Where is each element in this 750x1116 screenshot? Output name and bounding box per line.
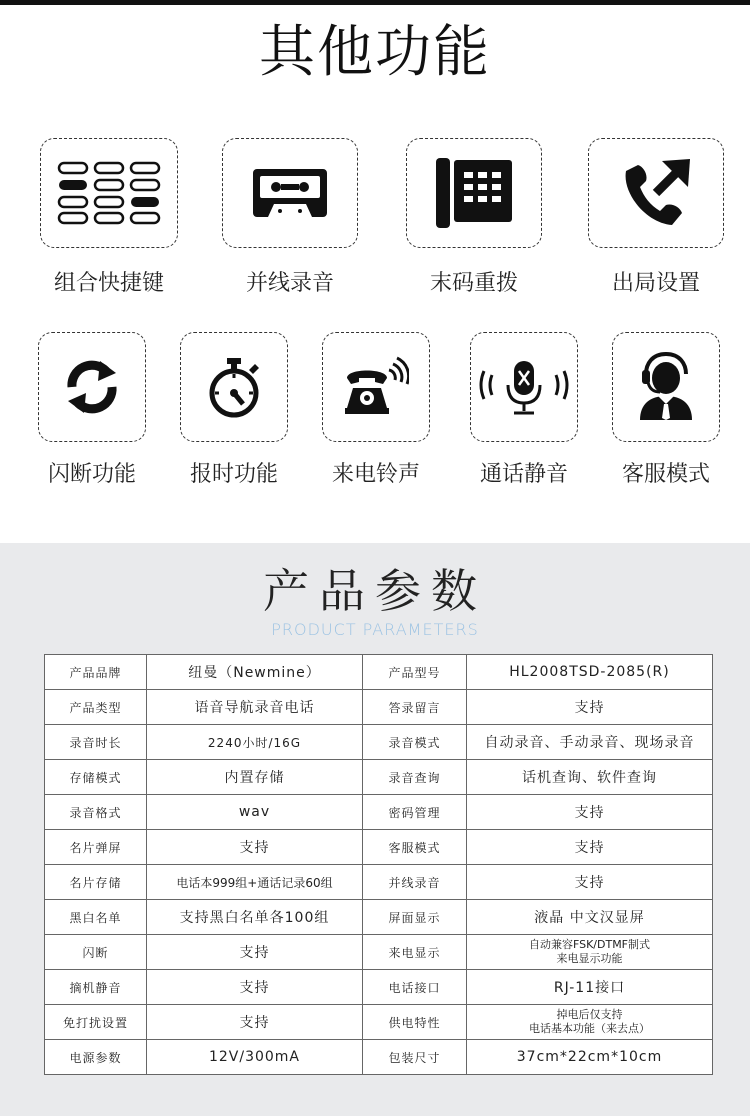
param-value: 纽曼（Newmine） [147, 655, 363, 690]
feature-box-mute [470, 332, 578, 442]
params-table [44, 654, 713, 1075]
param-label: 产品型号 [363, 655, 467, 690]
table-row [45, 1005, 713, 1040]
ringing-phone-icon [343, 356, 409, 418]
param-value: RJ-11接口 [467, 970, 713, 1005]
param-label: 名片弹屏 [45, 830, 147, 865]
feature-label-3: 末码重拨 [429, 271, 518, 296]
param-label: 客服模式 [363, 830, 467, 865]
param-label: 密码管理 [363, 795, 467, 830]
param-label: 供电特性 [363, 1005, 467, 1040]
param-label: 录音时长 [45, 725, 147, 760]
param-value: 自动录音、手动录音、现场录音 [467, 725, 713, 760]
param-value: 支持 [467, 865, 713, 900]
param-value: 内置存储 [147, 760, 363, 795]
param-value-line: 掉电后仅支持 [556, 1008, 623, 1021]
param-label: 电话接口 [363, 970, 467, 1005]
desk-phone-icon [434, 156, 514, 230]
feature-label-9: 客服模式 [621, 462, 710, 487]
param-value: 液晶 中文汉显屏 [467, 900, 713, 935]
param-label: 包装尺寸 [363, 1040, 467, 1075]
param-label: 来电显示 [363, 935, 467, 970]
keypad-icon [57, 161, 161, 225]
features-title: 其他功能 [259, 20, 491, 85]
feature-box-refresh [38, 332, 146, 442]
param-value: 支持 [147, 1005, 363, 1040]
cassette-icon [252, 168, 328, 218]
param-value: 话机查询、软件查询 [467, 760, 713, 795]
param-value: wav [147, 795, 363, 830]
feature-label-6: 报时功能 [189, 462, 278, 487]
table-row [45, 865, 713, 900]
feature-label-1: 组合快捷键 [53, 271, 164, 296]
table-row [45, 935, 713, 970]
table-row [45, 970, 713, 1005]
param-value-line: 电话基本功能（来去点） [529, 1022, 650, 1035]
table-row [45, 725, 713, 760]
param-value: 电话本999组+通话记录60组 [147, 865, 363, 900]
feature-box-outgoing [588, 138, 724, 248]
param-label: 免打扰设置 [45, 1005, 147, 1040]
table-row [45, 830, 713, 865]
param-label: 产品品牌 [45, 655, 147, 690]
table-row [45, 900, 713, 935]
stopwatch-icon [205, 356, 263, 418]
table-row [45, 760, 713, 795]
param-value [467, 935, 713, 970]
param-label: 闪断 [45, 935, 147, 970]
param-value: HL2008TSD-2085(R) [467, 655, 713, 690]
param-value-line: 来电显示功能 [556, 952, 623, 965]
param-label: 摘机静音 [45, 970, 147, 1005]
param-value: 支持 [467, 795, 713, 830]
refresh-icon [64, 359, 120, 415]
param-value: 支持 [147, 970, 363, 1005]
outgoing-call-icon [616, 153, 696, 233]
param-label: 屏面显示 [363, 900, 467, 935]
table-row [45, 1040, 713, 1075]
param-value: 语音导航录音电话 [147, 690, 363, 725]
feature-box-agent [612, 332, 720, 442]
param-label: 黑白名单 [45, 900, 147, 935]
param-value: 支持 [467, 690, 713, 725]
param-value: 支持 [147, 830, 363, 865]
feature-label-4: 出局设置 [611, 271, 700, 296]
feature-box-keypad [40, 138, 178, 248]
headset-agent-icon [636, 352, 696, 422]
param-label: 录音查询 [363, 760, 467, 795]
feature-label-5: 闪断功能 [47, 462, 136, 487]
feature-box-deskphone [406, 138, 542, 248]
param-value-line: 自动兼容FSK/DTMF制式 [528, 938, 651, 951]
top-bar [0, 0, 750, 5]
feature-box-cassette [222, 138, 358, 248]
param-label: 名片存储 [45, 865, 147, 900]
feature-label-8: 通话静音 [479, 462, 568, 487]
feature-label-7: 来电铃声 [331, 462, 420, 487]
table-row [45, 690, 713, 725]
param-value: 支持 [147, 935, 363, 970]
param-value: 支持黑白名单各100组 [147, 900, 363, 935]
param-label: 电源参数 [45, 1040, 147, 1075]
param-label: 录音格式 [45, 795, 147, 830]
params-title: 产品参数 [263, 564, 487, 618]
feature-box-stopwatch [180, 332, 288, 442]
table-row [45, 795, 713, 830]
mute-microphone-icon [474, 357, 574, 417]
param-label: 并线录音 [363, 865, 467, 900]
param-value: 支持 [467, 830, 713, 865]
param-value [467, 1005, 713, 1040]
params-subtitle: PRODUCT PARAMETERS [271, 620, 479, 639]
param-value: 37cm*22cm*10cm [467, 1040, 713, 1075]
param-value: 2240小时/16G [147, 725, 363, 760]
param-label: 录音模式 [363, 725, 467, 760]
param-label: 产品类型 [45, 690, 147, 725]
feature-label-2: 并线录音 [245, 271, 334, 296]
feature-box-ringing [322, 332, 430, 442]
table-row [45, 655, 713, 690]
param-label: 存储模式 [45, 760, 147, 795]
param-label: 答录留言 [363, 690, 467, 725]
param-value: 12V/300mA [147, 1040, 363, 1075]
